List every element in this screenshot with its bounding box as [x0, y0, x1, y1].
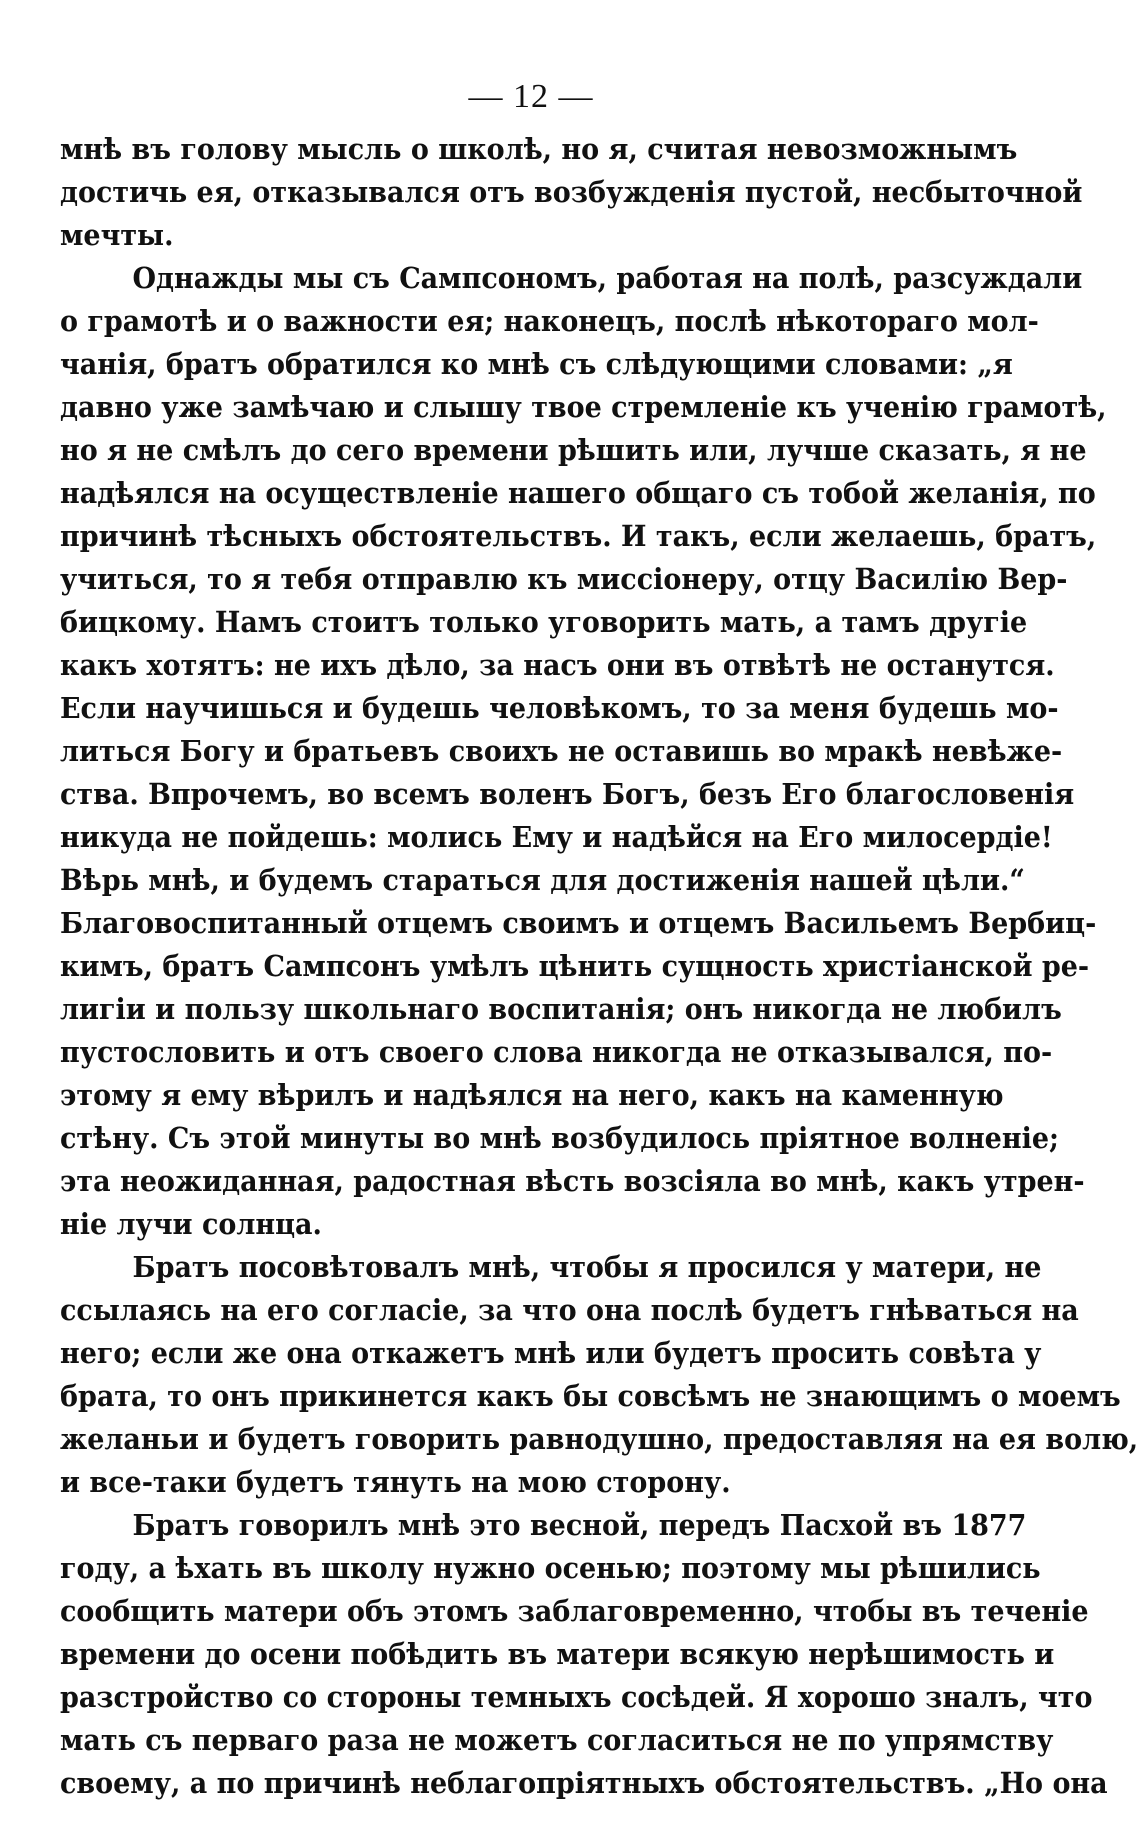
text-line: Братъ говорилъ мнѣ это весной, передъ Пасхой въ 1877	[132, 1508, 1027, 1542]
text-line: чанія, братъ обратился ко мнѣ съ слѣдующими словами: „я	[60, 347, 1013, 381]
text-line: разстройство со стороны темныхъ сосѣдей. Я хорошо зналъ, что	[60, 1680, 1093, 1714]
text-line: литься Богу и братьевъ своихъ не оставишь во мракѣ невѣже-	[60, 734, 1063, 768]
text-line: какъ хотятъ: не ихъ дѣло, за насъ они въ отвѣтѣ не останутся.	[60, 648, 1055, 682]
body-text	[60, 128, 1138, 1805]
text-line: времени до осени побѣдить въ матери всякую нерѣшимость и	[60, 1637, 1055, 1671]
text-line: Однажды мы съ Сампсономъ, работая на полѣ, разсуждали	[132, 261, 1083, 295]
text-line: но я не смѣлъ до сего времени рѣшить или, лучше сказать, я не	[60, 433, 1087, 467]
text-line: ссылаясь на его согласіе, за что она послѣ будетъ гнѣваться на	[60, 1293, 1079, 1327]
text-line: Братъ посовѣтовалъ мнѣ, чтобы я просился у матери, не	[132, 1250, 1042, 1284]
text-line: Вѣрь мнѣ, и будемъ стараться для достиженія нашей цѣли.“	[60, 863, 1025, 897]
text-line: желаньи и будетъ говорить равнодушно, предоставляя на ея волю,	[60, 1422, 1138, 1456]
text-line: ства. Впрочемъ, во всемъ воленъ Богъ, безъ Его благословенія	[60, 777, 1075, 811]
text-line: мнѣ въ голову мысль о школѣ, но я, считая невозможнымъ	[60, 132, 1018, 166]
text-line: Если научишься и будешь человѣкомъ, то за меня будешь мо-	[60, 691, 1059, 725]
text-line: него; если же она откажетъ мнѣ или будетъ просить совѣта у	[60, 1336, 1042, 1370]
text-line: причинѣ тѣсныхъ обстоятельствъ. И такъ, если желаешь, братъ,	[60, 519, 1097, 553]
text-line: пустословить и отъ своего слова никогда не отказывался, по-	[60, 1035, 1053, 1069]
text-line: кимъ, братъ Сампсонъ умѣлъ цѣнить сущность христіанской ре-	[60, 949, 1090, 983]
text-line: бицкому. Намъ стоитъ только уговорить мать, а тамъ другіе	[60, 605, 1028, 639]
text-line: достичь ея, отказывался отъ возбужденія пустой, несбыточной	[60, 175, 1083, 209]
text-line: мечты.	[60, 218, 174, 252]
text-line: стѣну. Съ этой минуты во мнѣ возбудилось пріятное волненіе;	[60, 1121, 1059, 1155]
text-line: Благовоспитанный отцемъ своимъ и отцемъ Васильемъ Вербиц-	[60, 906, 1097, 940]
text-line: и все-таки будетъ тянуть на мою сторону.	[60, 1465, 731, 1499]
text-line: брата, то онъ прикинется какъ бы совсѣмъ не знающимъ о моемъ	[60, 1379, 1121, 1413]
text-line: сообщить матери объ этомъ заблаговременно, чтобы въ теченіе	[60, 1594, 1089, 1628]
text-line: ніе лучи солнца.	[60, 1207, 322, 1241]
text-line: учиться, то я тебя отправлю къ миссіонеру, отцу Василію Вер-	[60, 562, 1068, 596]
text-line: лигіи и пользу школьнаго воспитанія; онъ никогда не любилъ	[60, 992, 1062, 1026]
text-line: году, а ѣхать въ школу нужно осенью; поэтому мы рѣшились	[60, 1551, 1041, 1585]
page-number: — 12 —	[468, 78, 594, 115]
text-line: этому я ему вѣрилъ и надѣялся на него, какъ на каменную	[60, 1078, 1004, 1112]
text-line: о грамотѣ и о важности ея; наконецъ, послѣ нѣкотораго мол-	[60, 304, 1039, 338]
text-line: мать съ перваго раза не можетъ согласиться не по упрямству	[60, 1723, 1054, 1757]
text-line: никуда не пойдешь: молись Ему и надѣйся на Его милосердіе!	[60, 820, 1053, 854]
text-line: своему, а по причинѣ неблагопріятныхъ обстоятельствъ. „Но она	[60, 1766, 1108, 1800]
text-line: эта неожиданная, радостная вѣсть возсіяла во мнѣ, какъ утрен-	[60, 1164, 1085, 1198]
text-line: надѣялся на осуществленіе нашего общаго съ тобой желанія, по	[60, 476, 1096, 510]
text-line: давно уже замѣчаю и слышу твое стремленіе къ ученію грамотѣ,	[60, 390, 1107, 424]
